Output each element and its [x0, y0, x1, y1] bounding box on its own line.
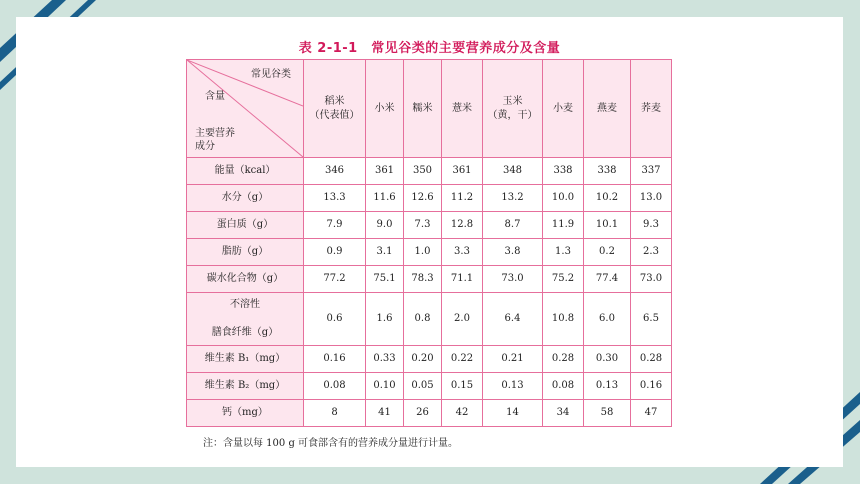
value-cell: 0.13 — [483, 373, 543, 400]
value-cell: 1.0 — [404, 239, 442, 266]
value-cell: 13.0 — [631, 185, 672, 212]
value-cell: 12.8 — [442, 212, 483, 239]
table-row — [187, 158, 672, 185]
value-cell: 337 — [631, 158, 672, 185]
value-cell: 2.3 — [631, 239, 672, 266]
value-cell: 0.28 — [543, 346, 584, 373]
value-cell: 0.33 — [366, 346, 404, 373]
grain-header: 小麦 — [543, 60, 584, 158]
value-cell: 11.9 — [543, 212, 584, 239]
value-cell: 2.0 — [442, 293, 483, 346]
value-cell: 12.6 — [404, 185, 442, 212]
value-cell: 58 — [584, 400, 631, 427]
value-cell: 10.0 — [543, 185, 584, 212]
value-cell: 7.3 — [404, 212, 442, 239]
value-cell: 0.9 — [304, 239, 366, 266]
value-cell: 0.13 — [584, 373, 631, 400]
value-cell: 73.0 — [483, 266, 543, 293]
value-cell: 3.1 — [366, 239, 404, 266]
header-corner-cell — [187, 60, 304, 158]
value-cell: 1.6 — [366, 293, 404, 346]
value-cell: 0.21 — [483, 346, 543, 373]
nutrient-label: 蛋白质（g） — [187, 212, 304, 239]
value-cell: 0.8 — [404, 293, 442, 346]
value-cell: 361 — [442, 158, 483, 185]
value-cell: 346 — [304, 158, 366, 185]
value-cell: 11.2 — [442, 185, 483, 212]
grain-header: 玉米 （黄，干） — [483, 60, 543, 158]
value-cell: 0.15 — [442, 373, 483, 400]
value-cell: 8 — [304, 400, 366, 427]
value-cell: 1.3 — [543, 239, 584, 266]
value-cell: 26 — [404, 400, 442, 427]
grain-header: 稻米 （代表值） — [304, 60, 366, 158]
value-cell: 6.0 — [584, 293, 631, 346]
header-row — [187, 60, 672, 158]
value-cell: 6.5 — [631, 293, 672, 346]
table-row — [187, 346, 672, 373]
value-cell: 13.2 — [483, 185, 543, 212]
value-cell: 0.22 — [442, 346, 483, 373]
value-cell: 7.9 — [304, 212, 366, 239]
corner-label-grains: 常见谷类 — [251, 69, 291, 80]
value-cell: 73.0 — [631, 266, 672, 293]
value-cell: 0.16 — [631, 373, 672, 400]
value-cell: 8.7 — [483, 212, 543, 239]
grain-header: 燕麦 — [584, 60, 631, 158]
corner-label-nutrients: 主要营养 成分 — [195, 128, 235, 152]
nutrient-label: 维生素 B₂（mg） — [187, 373, 304, 400]
value-cell: 0.28 — [631, 346, 672, 373]
value-cell: 9.3 — [631, 212, 672, 239]
value-cell: 6.4 — [483, 293, 543, 346]
value-cell: 13.3 — [304, 185, 366, 212]
nutrient-label: 水分（g） — [187, 185, 304, 212]
value-cell: 350 — [404, 158, 442, 185]
table-row — [187, 293, 672, 346]
nutrient-label: 不溶性 膳食纤维（g） — [187, 293, 304, 346]
value-cell: 9.0 — [366, 212, 404, 239]
value-cell: 14 — [483, 400, 543, 427]
table-row — [187, 266, 672, 293]
value-cell: 34 — [543, 400, 584, 427]
table-row — [187, 239, 672, 266]
value-cell: 3.3 — [442, 239, 483, 266]
value-cell: 348 — [483, 158, 543, 185]
value-cell: 0.10 — [366, 373, 404, 400]
nutrient-label: 能量（kcal） — [187, 158, 304, 185]
value-cell: 0.2 — [584, 239, 631, 266]
value-cell: 0.16 — [304, 346, 366, 373]
value-cell: 338 — [584, 158, 631, 185]
value-cell: 42 — [442, 400, 483, 427]
value-cell: 361 — [366, 158, 404, 185]
value-cell: 10.8 — [543, 293, 584, 346]
value-cell: 0.30 — [584, 346, 631, 373]
nutrition-table — [186, 59, 672, 427]
value-cell: 10.1 — [584, 212, 631, 239]
grain-header: 荞麦 — [631, 60, 672, 158]
table-row — [187, 373, 672, 400]
value-cell: 3.8 — [483, 239, 543, 266]
grain-header: 薏米 — [442, 60, 483, 158]
value-cell: 338 — [543, 158, 584, 185]
value-cell: 0.6 — [304, 293, 366, 346]
value-cell: 10.2 — [584, 185, 631, 212]
nutrient-label: 碳水化合物（g） — [187, 266, 304, 293]
nutrient-label: 维生素 B₁（mg） — [187, 346, 304, 373]
value-cell: 0.08 — [543, 373, 584, 400]
value-cell: 78.3 — [404, 266, 442, 293]
table-row — [187, 185, 672, 212]
value-cell: 77.4 — [584, 266, 631, 293]
grain-header: 糯米 — [404, 60, 442, 158]
value-cell: 11.6 — [366, 185, 404, 212]
nutrient-label: 钙（mg） — [187, 400, 304, 427]
value-cell: 0.08 — [304, 373, 366, 400]
value-cell: 71.1 — [442, 266, 483, 293]
content-card — [16, 17, 843, 467]
table-title: 表 2-1-1 常见谷类的主要营养成分及含量 — [298, 41, 561, 56]
value-cell: 77.2 — [304, 266, 366, 293]
nutrient-label: 脂肪（g） — [187, 239, 304, 266]
value-cell: 47 — [631, 400, 672, 427]
value-cell: 75.1 — [366, 266, 404, 293]
table-row — [187, 212, 672, 239]
value-cell: 41 — [366, 400, 404, 427]
grain-header: 小米 — [366, 60, 404, 158]
value-cell: 0.05 — [404, 373, 442, 400]
value-cell: 0.20 — [404, 346, 442, 373]
corner-label-content: 含量 — [205, 91, 225, 102]
table-note: 注：含量以每 100 g 可食部含有的营养成分量进行计量。 — [203, 438, 459, 449]
value-cell: 75.2 — [543, 266, 584, 293]
table-row — [187, 400, 672, 427]
